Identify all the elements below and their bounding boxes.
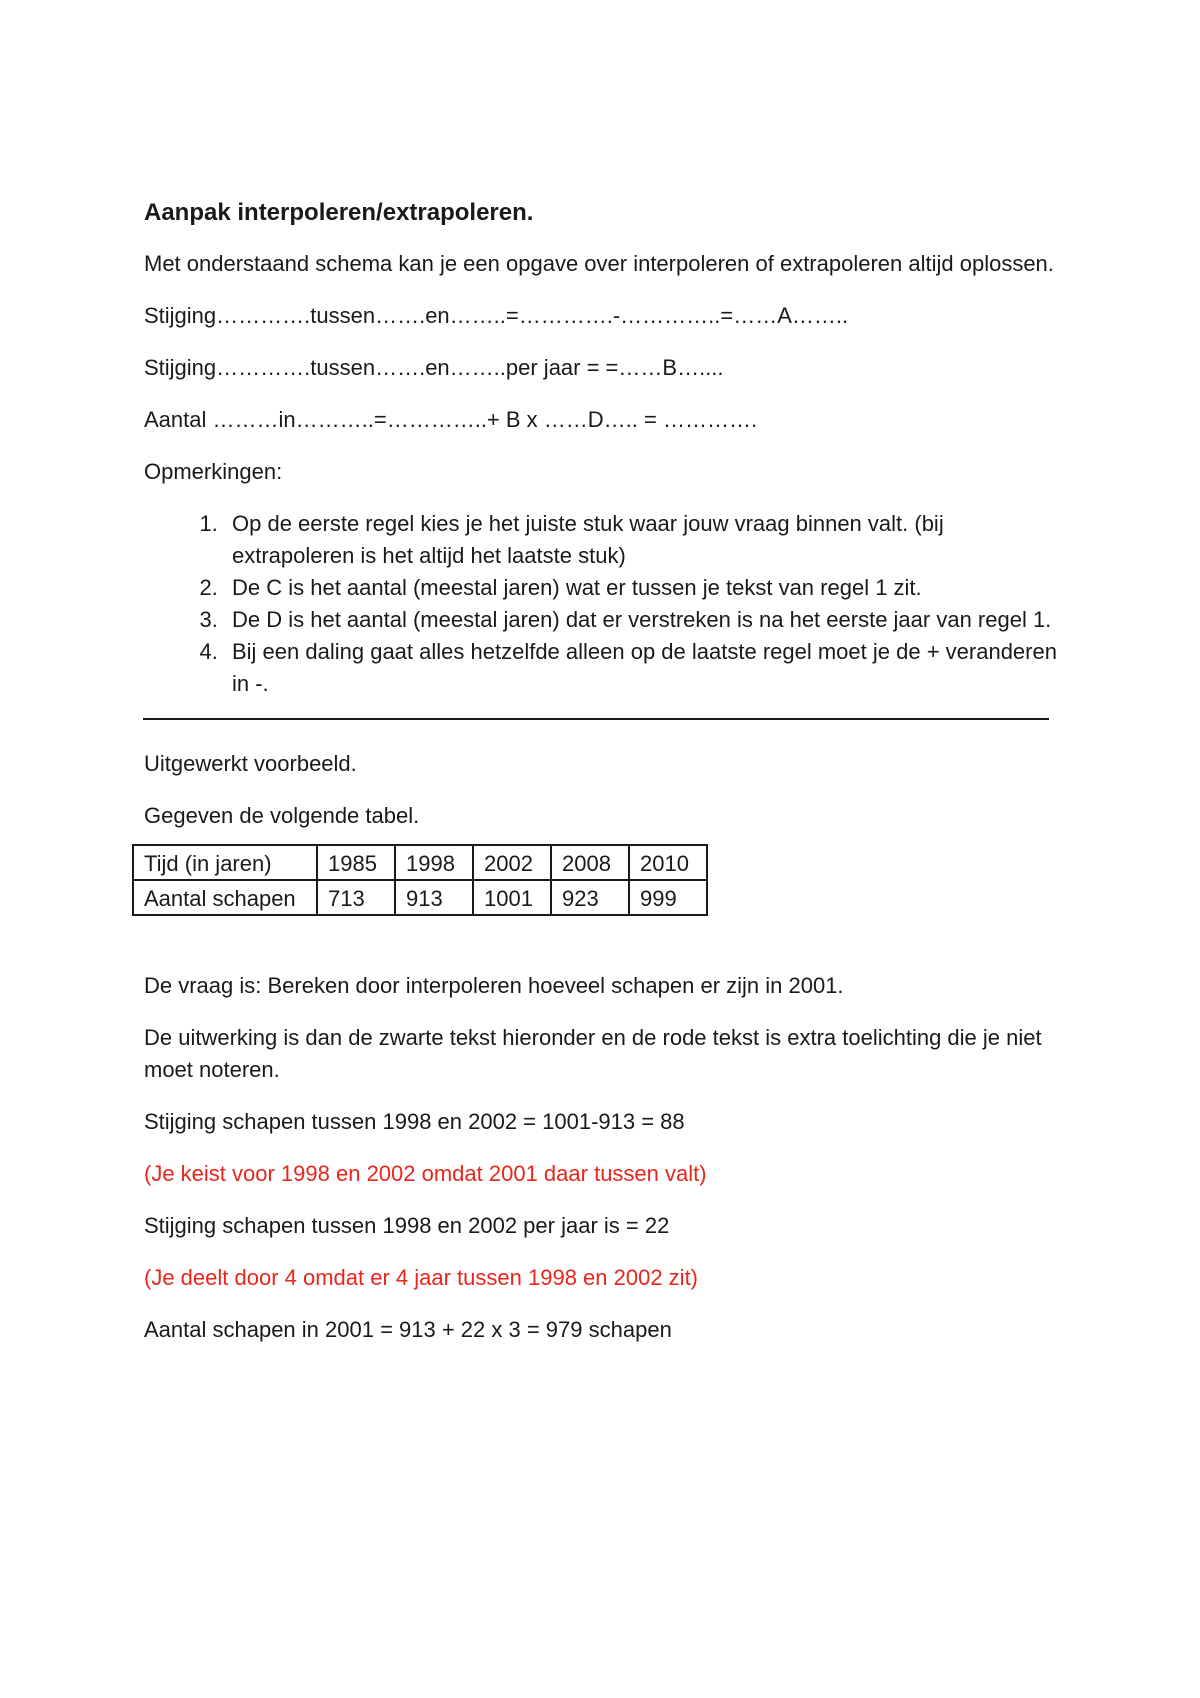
intro-paragraph: Met onderstaand schema kan je een opgave over interpoleren of extrapoleren altijd oplossen. xyxy=(144,251,1054,276)
table-cell: 913 xyxy=(395,880,473,915)
solution-step: Stijging schapen tussen 1998 en 2002 = 1001-913 = 88 xyxy=(144,1109,685,1134)
solution-step: Stijging schapen tussen 1998 en 2002 per jaar is = 22 xyxy=(144,1213,670,1238)
remark-item: 1. Op de eerste regel kies je het juiste stuk waar jouw vraag binnen valt. (bij extrapoleren is het altijd het laatste stuk) xyxy=(224,508,1064,572)
table-cell: 1998 xyxy=(395,845,473,880)
table-cell: 923 xyxy=(551,880,629,915)
question-text: De vraag is: Bereken door interpoleren hoeveel schapen er zijn in 2001. xyxy=(144,973,844,998)
document-title: Aanpak interpoleren/extrapoleren. xyxy=(144,199,534,226)
remark-item: 3. De D is het aantal (meestal jaren) dat er verstreken is na het eerste jaar van regel 1. xyxy=(224,604,1064,636)
table-row-label: Tijd (in jaren) xyxy=(133,845,317,880)
table-row-label: Aantal schapen xyxy=(133,880,317,915)
given-text: Gegeven de volgende tabel. xyxy=(144,803,420,828)
table-cell: 2002 xyxy=(473,845,551,880)
explanation-text: De uitwerking is dan de zwarte tekst hieronder en de rode tekst is extra toelichting die je niet moet noteren. xyxy=(144,1025,1042,1082)
data-table xyxy=(132,844,708,916)
remarks-heading: Opmerkingen: xyxy=(144,459,283,484)
table-cell: 2010 xyxy=(629,845,707,880)
solution-step: Aantal schapen in 2001 = 913 + 22 x 3 = 979 schapen xyxy=(144,1317,672,1342)
table-cell: 1001 xyxy=(473,880,551,915)
solution-note: (Je deelt door 4 omdat er 4 jaar tussen 1998 en 2002 zit) xyxy=(144,1265,699,1290)
schema-line-3: Aantal ………in………..=…………..+ B x ……D….. = …………. xyxy=(144,407,758,432)
table-cell: 713 xyxy=(317,880,395,915)
table-row xyxy=(133,845,707,880)
document-body xyxy=(144,198,1064,1366)
remark-item: 4. Bij een daling gaat alles hetzelfde alleen op de laatste regel moet je de + veranderen in -. xyxy=(224,636,1064,700)
remarks-list xyxy=(144,508,1064,700)
table-row xyxy=(133,880,707,915)
table-cell: 999 xyxy=(629,880,707,915)
schema-line-2: Stijging………….tussen…….en……..per jaar = =……B….... xyxy=(144,355,724,380)
remark-item: 2. De C is het aantal (meestal jaren) wat er tussen je tekst van regel 1 zit. xyxy=(224,572,1064,604)
table-cell: 2008 xyxy=(551,845,629,880)
example-heading: Uitgewerkt voorbeeld. xyxy=(144,751,357,776)
table-cell: 1985 xyxy=(317,845,395,880)
solution-note: (Je keist voor 1998 en 2002 omdat 2001 daar tussen valt) xyxy=(144,1161,707,1186)
section-divider xyxy=(143,718,1049,720)
schema-line-1: Stijging………….tussen…….en……..=………….-…………..=……A…….. xyxy=(144,303,849,328)
